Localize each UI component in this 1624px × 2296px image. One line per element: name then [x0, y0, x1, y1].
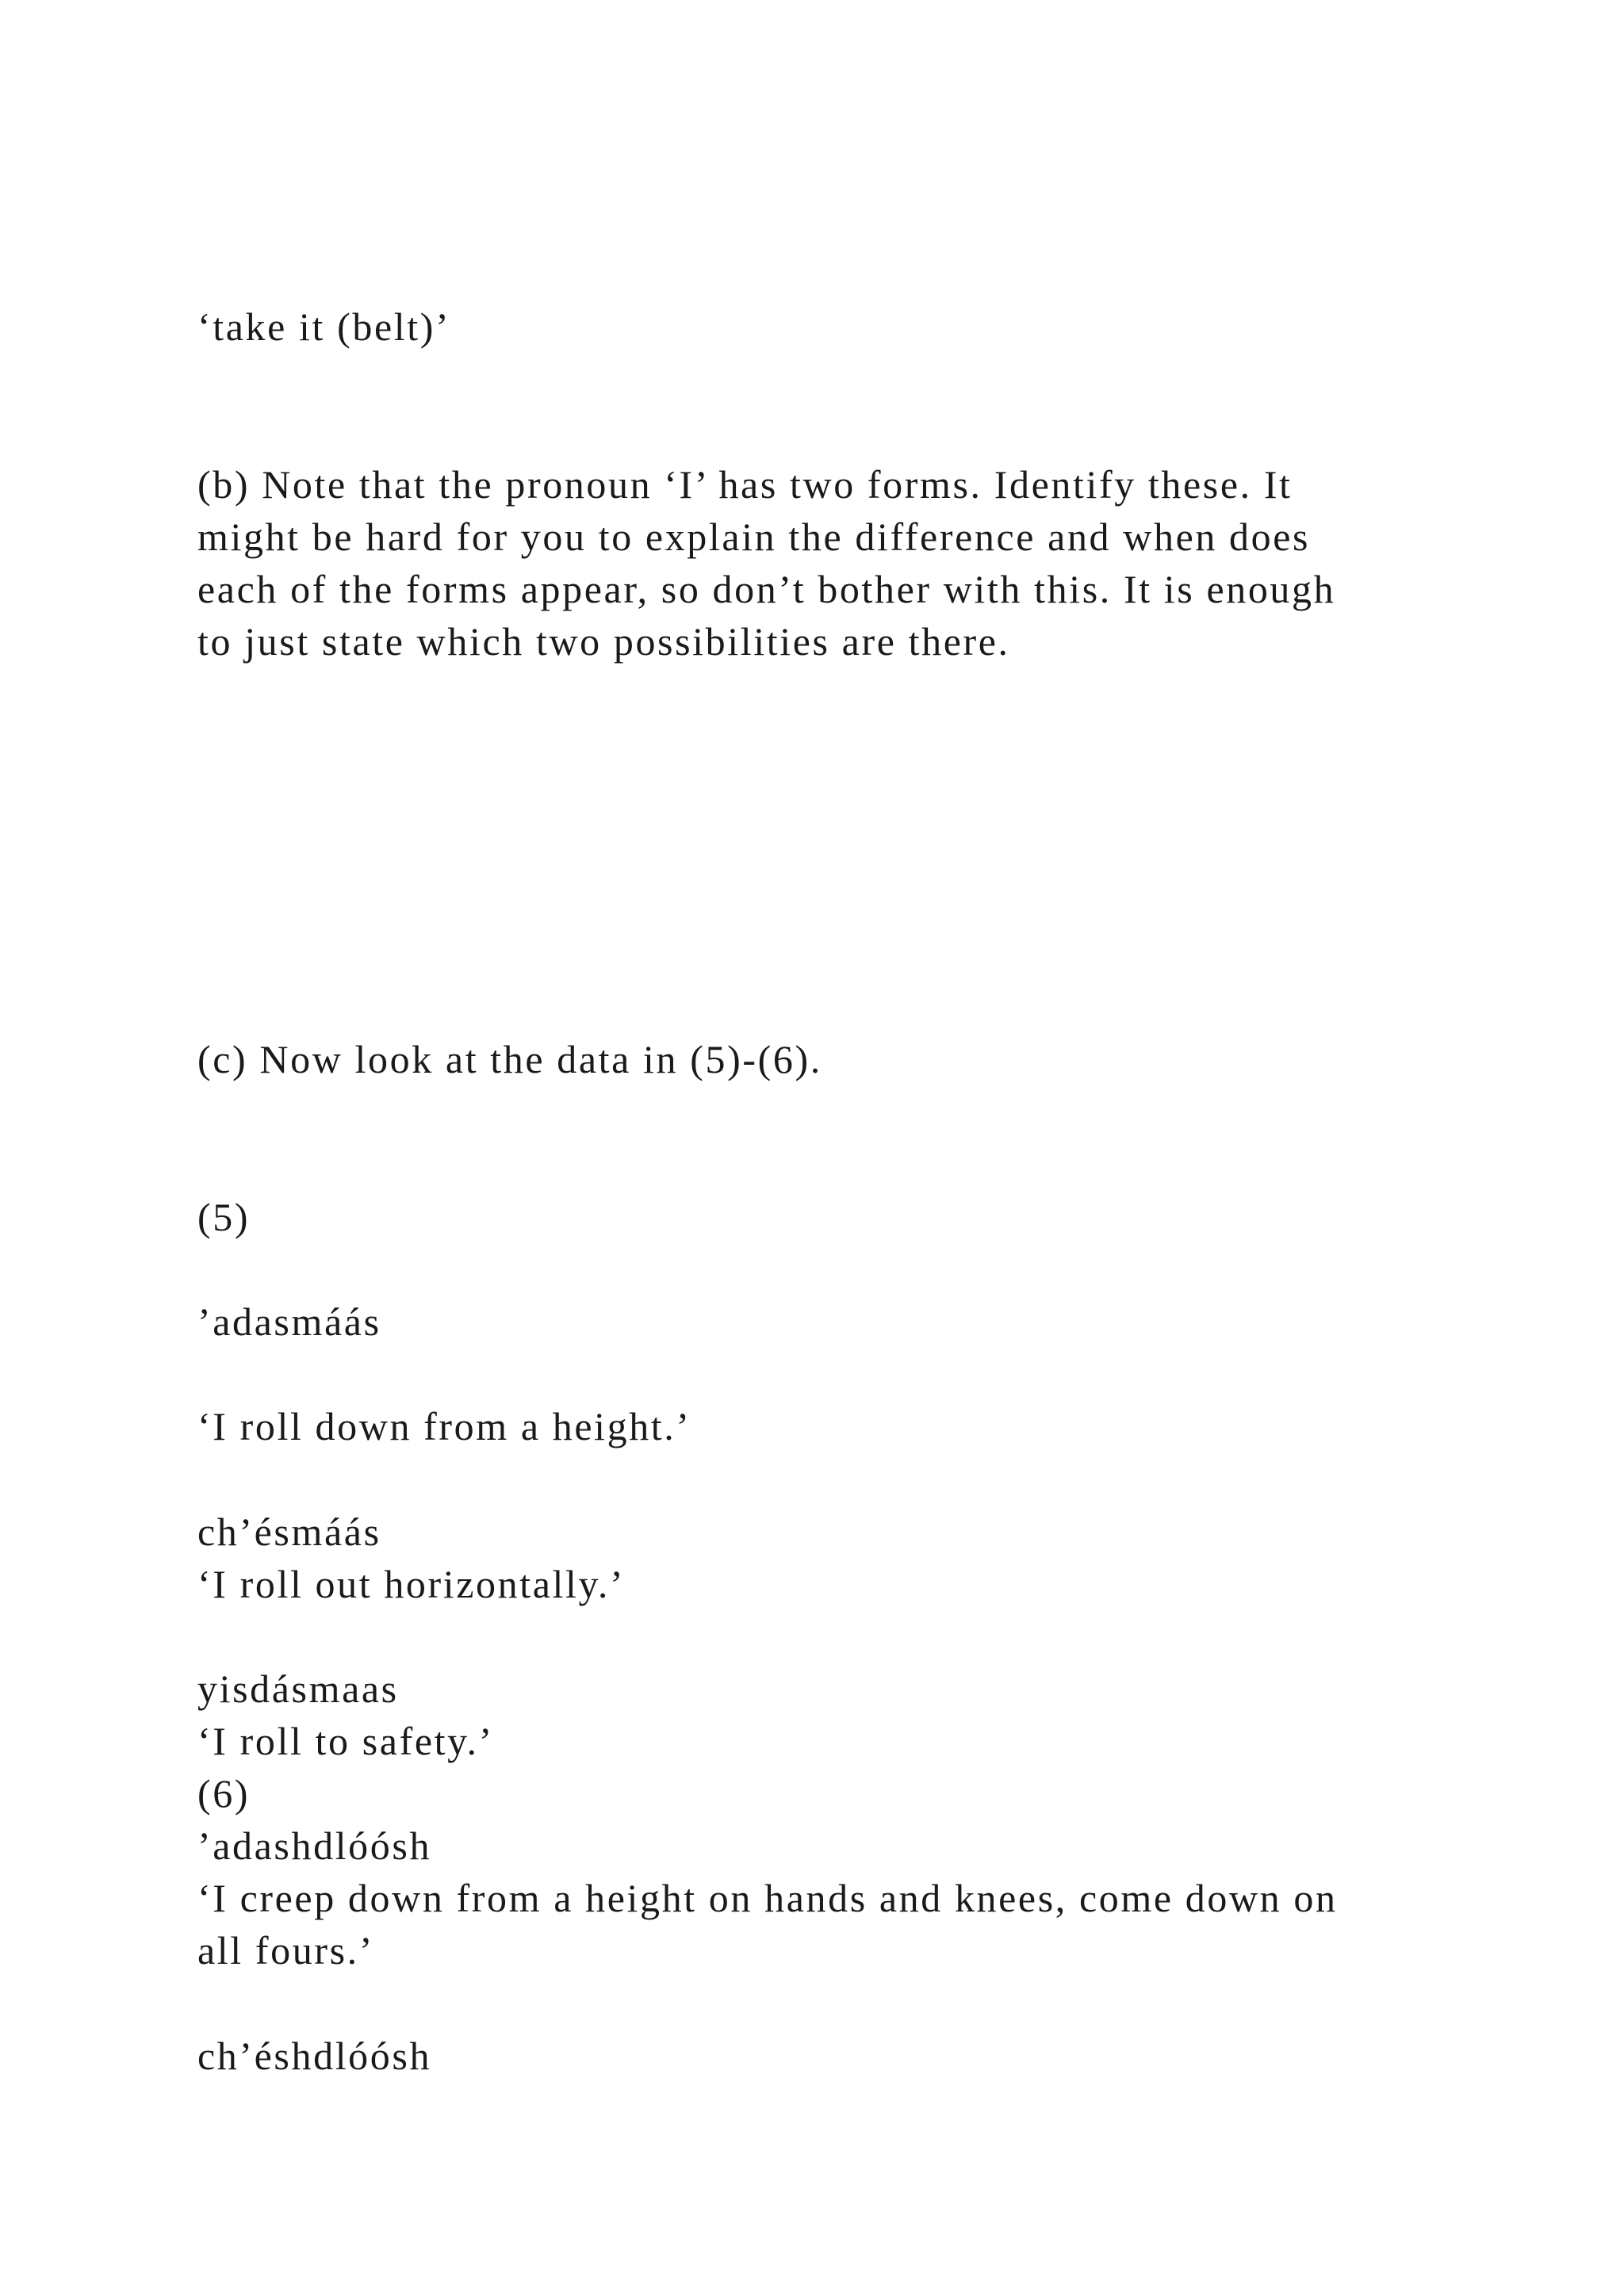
example-6-label: (6): [197, 1771, 251, 1816]
question-b-line-2: might be hard for you to explain the difference and when does: [197, 515, 1311, 559]
example-5-form-2: ch’ésmáás: [197, 1510, 381, 1554]
question-b-line-4: to just state which two possibilities are there.: [197, 619, 1010, 664]
example-5-gloss-3: ‘I roll to safety.’: [197, 1719, 494, 1763]
example-6-gloss-1-line-2: all fours.’: [197, 1928, 374, 1973]
example-5-gloss-2: ‘I roll out horizontally.’: [197, 1562, 626, 1606]
question-b-line-3: each of the forms appear, so don’t bother with this. It is enough: [197, 567, 1336, 611]
example-6-form-2: ch’éshdlóósh: [197, 2034, 432, 2078]
example-5-form-1: ’adasmáás: [197, 1299, 381, 1344]
question-c-prompt: (c) Now look at the data in (5)-(6).: [197, 1037, 822, 1081]
example-5-form-3: yisdásmaas: [197, 1667, 399, 1711]
example-5-label: (5): [197, 1195, 251, 1239]
example-5-gloss-1: ‘I roll down from a height.’: [197, 1404, 691, 1448]
question-b-line-1: (b) Note that the pronoun ‘I’ has two forms. Identify these. It: [197, 462, 1293, 507]
example-6-form-1: ’adashdlóósh: [197, 1823, 432, 1868]
example-gloss-take-it-belt: ‘take it (belt)’: [197, 304, 451, 349]
example-6-gloss-1-line-1: ‘I creep down from a height on hands and knees, come down on: [197, 1876, 1338, 1920]
